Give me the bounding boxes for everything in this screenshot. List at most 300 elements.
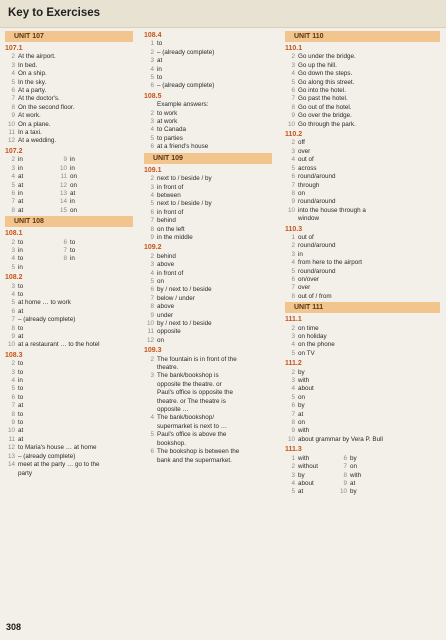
answer-number: 10 — [287, 206, 295, 214]
answer-number: 8 — [291, 103, 295, 111]
exercise-number: 108.4 — [144, 32, 162, 39]
answer-row — [285, 385, 440, 393]
answer-item — [5, 239, 57, 247]
exercise-number: 108.3 — [5, 351, 23, 359]
answer-row — [5, 333, 133, 341]
unit-heading: UNIT 110 — [285, 31, 440, 42]
answer-text: across — [298, 164, 317, 172]
answer-row — [144, 217, 272, 225]
answer-row — [285, 53, 440, 61]
answer-row — [285, 148, 440, 156]
answer-row — [285, 234, 440, 242]
answer-number: 2 — [150, 252, 154, 260]
answer-row — [144, 40, 272, 48]
answer-number: 3 — [150, 183, 154, 191]
answer-text: on — [70, 206, 78, 214]
answer-pair-row — [5, 165, 133, 173]
answer-number: 7 — [11, 316, 15, 324]
answer-text: at — [157, 57, 163, 65]
answer-text: by — [298, 368, 305, 376]
answer-row — [5, 444, 133, 452]
answer-number: 4 — [291, 385, 295, 393]
answer-row — [144, 118, 272, 126]
answer-text: next to / beside / by — [157, 200, 212, 208]
answer-text: to — [18, 238, 24, 246]
answer-text: to — [18, 290, 24, 298]
answer-number: 5 — [11, 181, 15, 189]
answer-number: 6 — [11, 87, 15, 95]
answer-row — [144, 110, 272, 118]
answer-text: in front of — [157, 208, 184, 216]
answer-number: 10 — [7, 427, 15, 435]
answer-number: 2 — [150, 175, 154, 183]
answer-text: out of / from — [298, 292, 332, 300]
answer-item — [337, 472, 389, 480]
answer-number: 2 — [150, 48, 154, 56]
answer-number: 5 — [11, 385, 15, 393]
answer-number: 2 — [291, 53, 295, 61]
answer-number: 11 — [8, 435, 15, 443]
answer-number: 3 — [291, 333, 295, 340]
answer-number: 4 — [11, 290, 15, 298]
answer-row — [285, 341, 440, 349]
answer-number — [144, 398, 157, 406]
answer-row — [285, 369, 440, 377]
answer-row — [285, 402, 440, 410]
answer-item — [337, 463, 389, 471]
answer-row — [285, 259, 440, 267]
answer-text: The fountain is in front of the — [157, 355, 237, 363]
answer-number: 1 — [291, 233, 295, 241]
answer-row — [5, 104, 133, 112]
answer-row — [5, 62, 133, 70]
answer-item — [285, 480, 337, 488]
answer-row — [285, 139, 440, 147]
answer-row — [144, 398, 272, 406]
answer-text: Go into the hotel. — [298, 87, 346, 95]
answer-text: in — [18, 246, 23, 254]
answer-text: next to / beside / by — [157, 175, 212, 183]
answer-row — [5, 129, 133, 137]
answer-row — [285, 276, 440, 284]
answer-number: 3 — [11, 282, 15, 290]
answer-number: 2 — [11, 156, 15, 164]
answer-pair-row — [5, 182, 133, 190]
answer-number: 4 — [150, 269, 154, 277]
answer-text: on — [157, 277, 165, 285]
answer-row — [144, 372, 272, 380]
answer-number: 6 — [150, 82, 154, 90]
answer-row — [144, 175, 272, 183]
answer-row — [5, 283, 133, 291]
answer-number: 3 — [11, 368, 15, 376]
answer-row — [144, 320, 272, 328]
answer-row — [144, 356, 272, 364]
answer-text: On a ship. — [18, 70, 47, 78]
answer-row — [285, 156, 440, 164]
answer-row — [144, 312, 272, 320]
answer-text: – (already complete) — [157, 48, 215, 56]
answer-text: bookshop. — [157, 439, 187, 447]
answer-number: 7 — [343, 463, 347, 471]
answer-number: 5 — [291, 267, 295, 275]
answer-item — [337, 480, 389, 488]
answer-number — [144, 440, 157, 448]
answer-row — [144, 184, 272, 192]
answer-number: 9 — [343, 479, 347, 487]
answer-item — [337, 488, 389, 496]
answer-text: to — [18, 360, 24, 368]
answer-number: 8 — [11, 324, 15, 332]
answer-row — [285, 79, 440, 87]
answer-row — [5, 70, 133, 78]
answer-row — [5, 436, 133, 444]
answer-item — [57, 255, 109, 263]
page-header — [0, 0, 446, 28]
answer-row — [5, 377, 133, 385]
answer-number: 4 — [11, 173, 15, 181]
answer-item — [57, 165, 109, 173]
answer-number: 13 — [59, 189, 67, 197]
answer-item — [57, 173, 109, 181]
answer-number: 6 — [150, 208, 154, 216]
answer-number — [144, 406, 157, 414]
answer-text: bank and the supermarket. — [157, 456, 232, 464]
unit-heading: UNIT 109 — [144, 153, 272, 164]
answer-row — [144, 328, 272, 336]
answer-number: 1 — [150, 40, 154, 48]
answer-row — [144, 126, 272, 134]
answer-row — [144, 200, 272, 208]
answer-number: 11 — [60, 173, 67, 181]
answer-number: 7 — [291, 284, 295, 292]
answer-number: 10 — [146, 320, 154, 327]
answer-number: 2 — [291, 324, 295, 332]
answer-text: over — [298, 284, 311, 292]
answer-number: 2 — [291, 242, 295, 250]
answer-number: 5 — [291, 393, 295, 401]
answer-number: 8 — [150, 225, 154, 233]
unit-heading: UNIT 111 — [285, 302, 440, 313]
answer-text: The bookshop is between the — [157, 448, 240, 456]
answer-number: 8 — [11, 206, 15, 214]
exercise-number: 107.2 — [5, 147, 23, 155]
answer-row — [144, 431, 272, 439]
answer-text: The bank/bookshop/ — [157, 414, 215, 422]
answer-row — [144, 66, 272, 74]
answer-number: 5 — [150, 431, 154, 439]
answer-number — [144, 101, 157, 109]
exercise-number: 111.3 — [285, 446, 302, 454]
answer-number: 11 — [147, 328, 154, 336]
answer-text: On the second floor. — [18, 103, 75, 111]
exercise-number: 111.1 — [285, 316, 302, 324]
answer-row — [285, 165, 440, 173]
answer-text: out of — [298, 156, 314, 164]
answer-row — [144, 253, 272, 261]
answer-text: – (already complete) — [18, 452, 76, 460]
answer-text: with — [350, 471, 362, 479]
answer-number: 5 — [11, 78, 15, 86]
answer-number: 5 — [150, 200, 154, 208]
answer-row — [5, 470, 133, 478]
answer-number: 5 — [150, 277, 154, 285]
answer-text: round/around — [298, 198, 336, 206]
answer-pair-row — [285, 472, 440, 480]
answer-item — [57, 198, 109, 206]
answer-row — [144, 226, 272, 234]
answer-text: Go over the bridge. — [298, 112, 352, 120]
answer-number: 3 — [291, 250, 295, 258]
answer-row — [285, 419, 440, 427]
exercise-number: 109.1 — [144, 166, 162, 174]
answer-row — [285, 242, 440, 250]
answer-text: at — [18, 206, 24, 214]
answer-number: 5 — [291, 349, 295, 357]
answer-row — [5, 264, 133, 272]
answer-row — [144, 389, 272, 397]
answer-text: in — [298, 250, 303, 258]
answer-pair-row — [5, 190, 133, 198]
answer-item — [5, 156, 57, 164]
answer-text: to — [18, 368, 24, 376]
answer-column-1 — [5, 30, 133, 478]
answer-column-2 — [144, 30, 272, 465]
answer-number: 9 — [291, 112, 295, 120]
exercise-number: 110.2 — [285, 131, 303, 139]
answer-number: 9 — [11, 333, 15, 340]
answer-row — [285, 268, 440, 276]
answer-text: from here to the airport — [298, 259, 363, 267]
answer-text: with — [298, 454, 310, 462]
answer-text: on — [70, 173, 78, 181]
answer-row — [5, 121, 133, 129]
answer-text: at — [18, 333, 24, 340]
answer-row — [5, 341, 133, 349]
answer-item — [5, 207, 57, 215]
answer-row — [285, 62, 440, 70]
answer-row — [144, 101, 272, 109]
answer-number: 10 — [339, 488, 347, 496]
answer-text: At a wedding. — [18, 137, 57, 145]
answer-text: to — [18, 410, 24, 418]
answer-row — [144, 337, 272, 345]
answer-number: 4 — [11, 70, 15, 78]
answer-text: At a party. — [18, 87, 47, 95]
answer-row — [144, 381, 272, 389]
answer-number: 13 — [7, 452, 15, 460]
answer-number: 4 — [11, 255, 15, 263]
answer-text: at — [18, 173, 24, 181]
page-number: 308 — [6, 622, 22, 632]
answer-number: 6 — [11, 307, 15, 315]
answer-row — [144, 143, 272, 151]
answer-number: 3 — [291, 147, 295, 155]
answer-number: 10 — [287, 120, 295, 128]
answer-row — [285, 293, 440, 301]
answer-row — [285, 394, 440, 402]
answer-pair-row — [5, 198, 133, 206]
answer-row — [144, 57, 272, 65]
answer-row — [5, 325, 133, 333]
answer-row — [5, 427, 133, 435]
answer-pair-row — [285, 455, 440, 463]
answer-text: in the middle — [157, 233, 193, 241]
answer-number: 6 — [291, 275, 295, 283]
answer-number: 8 — [291, 419, 295, 427]
answer-pair-row — [5, 247, 133, 255]
answer-row — [144, 295, 272, 303]
answer-text: at — [298, 410, 304, 418]
answer-text: At work. — [18, 112, 41, 120]
answer-number — [285, 215, 298, 223]
answer-text: At the doctor's. — [18, 95, 60, 103]
answer-row — [144, 457, 272, 465]
answer-number: 7 — [150, 217, 154, 225]
answer-text: in front of — [157, 269, 184, 277]
answer-number — [144, 364, 157, 372]
answer-row — [285, 121, 440, 129]
answer-row — [5, 79, 133, 87]
answer-number: 3 — [291, 61, 295, 69]
answer-text: Go down the steps. — [298, 70, 353, 78]
answer-number: 8 — [11, 410, 15, 418]
answer-text: on time — [298, 324, 319, 332]
answer-text: on — [157, 336, 165, 344]
answer-text: about grammar by Vera P. Bull — [298, 435, 383, 443]
exercise-number: 109.2 — [144, 244, 162, 252]
answer-item — [285, 488, 337, 496]
answer-pair-row — [285, 463, 440, 471]
answer-number: 8 — [291, 292, 295, 300]
answer-number — [5, 470, 18, 478]
answer-number: 4 — [150, 65, 154, 73]
answer-row — [144, 209, 272, 217]
answer-number: 6 — [150, 143, 154, 151]
answer-number: 14 — [7, 461, 15, 469]
answer-row — [144, 364, 272, 372]
answer-row — [144, 440, 272, 448]
answer-text: at — [18, 402, 24, 410]
answer-number: 2 — [291, 139, 295, 147]
answer-text: with — [298, 377, 310, 385]
answer-row — [285, 198, 440, 206]
answer-row — [144, 74, 272, 82]
answer-number: 2 — [291, 463, 295, 471]
answer-text: at — [18, 181, 24, 189]
answer-row — [285, 207, 440, 215]
exercise-number: 111.2 — [285, 360, 302, 368]
answer-number: 6 — [11, 393, 15, 401]
answer-item — [57, 247, 109, 255]
answer-item — [57, 156, 109, 164]
answer-number: 1 — [291, 454, 295, 462]
answer-text: below / under — [157, 294, 195, 302]
answer-item — [57, 207, 109, 215]
answer-text: at — [18, 435, 24, 443]
answer-number: 6 — [291, 87, 295, 95]
answer-number: 4 — [150, 191, 154, 199]
answer-text: through — [298, 181, 320, 189]
answer-number: 5 — [11, 299, 15, 307]
answer-number: 9 — [291, 198, 295, 206]
answer-number: 10 — [287, 435, 295, 443]
exercise-number: 108.5 — [144, 92, 162, 100]
answer-text: theatre. or The theatre is — [157, 397, 226, 405]
answer-text: in — [18, 263, 23, 271]
answer-number: 6 — [291, 173, 295, 181]
answer-row — [285, 350, 440, 358]
answer-number: 8 — [150, 303, 154, 311]
answer-row — [285, 112, 440, 120]
unit-heading: UNIT 108 — [5, 216, 133, 227]
answer-text: in — [70, 156, 75, 164]
answer-text: party — [18, 469, 32, 477]
answer-number: 11 — [8, 129, 15, 137]
answer-number: 9 — [63, 156, 67, 164]
exercise-number: 109.3 — [144, 347, 162, 355]
answer-text: to parties — [157, 134, 183, 142]
answer-text: round/around — [298, 267, 336, 275]
answer-number: 2 — [11, 360, 15, 368]
answer-row — [285, 87, 440, 95]
answer-row — [5, 461, 133, 469]
answer-text: above — [157, 261, 175, 269]
answer-text: on — [298, 393, 306, 401]
answer-number: 7 — [63, 246, 67, 254]
answer-number: 2 — [150, 109, 154, 117]
answer-text: at — [298, 488, 304, 496]
exercise-number: 108.1 — [5, 230, 23, 238]
answer-text: Go out of the hotel. — [298, 103, 352, 111]
answer-number: 5 — [150, 134, 154, 142]
answer-number — [144, 389, 157, 397]
answer-number: 9 — [11, 419, 15, 427]
answer-number: 2 — [11, 238, 15, 246]
answer-number: 4 — [291, 156, 295, 164]
answer-item — [5, 198, 57, 206]
answer-text: in — [70, 255, 75, 263]
answer-row — [144, 82, 272, 90]
answer-text: on the left — [157, 225, 185, 233]
answer-item — [5, 182, 57, 190]
answer-text: In a taxi. — [18, 129, 42, 137]
answer-row — [144, 278, 272, 286]
answer-text: in — [18, 377, 23, 385]
answer-number: 3 — [291, 377, 295, 385]
answer-number: 5 — [291, 164, 295, 172]
answer-text: at — [18, 198, 24, 206]
answer-number: 3 — [291, 471, 295, 479]
answer-number: 3 — [150, 57, 154, 65]
answer-number: 5 — [291, 488, 295, 496]
answer-row — [5, 308, 133, 316]
answer-text: by — [298, 402, 305, 410]
answer-text: to — [18, 385, 24, 393]
answer-text: off — [298, 139, 305, 147]
exercise-number: 110.3 — [285, 225, 303, 233]
answer-row — [285, 95, 440, 103]
answer-text: to Canada — [157, 126, 187, 134]
answer-text: at — [18, 307, 24, 315]
answer-item — [285, 463, 337, 471]
answer-number: 6 — [150, 286, 154, 294]
answer-row — [144, 423, 272, 431]
answer-text: on holiday — [298, 333, 327, 340]
answer-row — [144, 49, 272, 57]
answer-text: on/over — [298, 275, 320, 283]
answer-row — [285, 427, 440, 435]
